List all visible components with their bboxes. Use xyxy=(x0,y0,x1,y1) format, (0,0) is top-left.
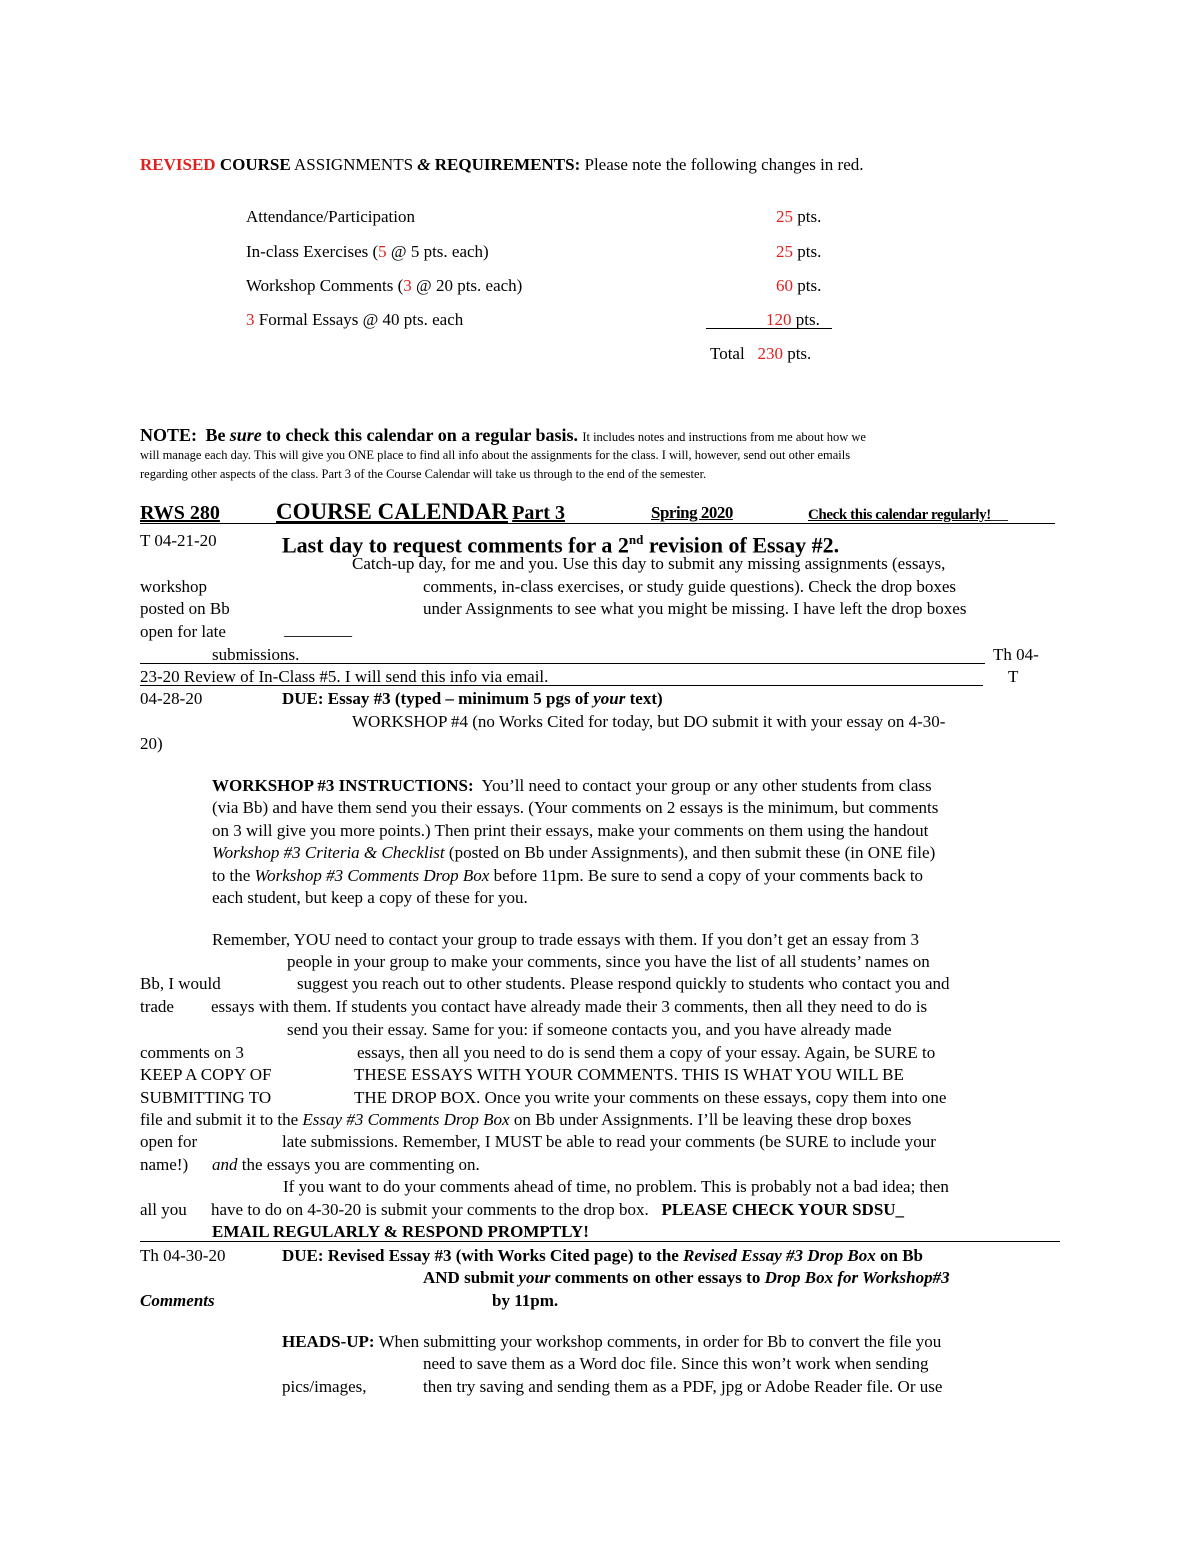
grading-row-essays-pts: 120 pts. xyxy=(766,310,820,329)
due-comments-label: Comments xyxy=(140,1291,215,1310)
row-rule xyxy=(140,685,983,686)
revised-word: REVISED xyxy=(140,155,216,174)
note-line-2: will manage each day. This will give you ONE place to find all info about the assignments for the class. I will, however, send out other emails xyxy=(140,448,851,462)
grading-total: Total 230 pts. xyxy=(710,344,812,363)
remember-text: THE DROP BOX. Once you write your comments on these essays, copy them into one xyxy=(354,1088,947,1107)
due-essay3: DUE: Essay #3 (typed – minimum 5 pgs of your text) xyxy=(282,689,663,708)
entry-date-0430: Th 04-30-20 xyxy=(140,1246,226,1265)
workshop-text: to the Workshop #3 Comments Drop Box before 11pm. Be sure to send a copy of your comments back to xyxy=(212,866,924,885)
heads-up: HEADS-UP: When submitting your workshop comments, in order for Bb to convert the file you xyxy=(282,1332,942,1351)
remember-text: all you xyxy=(140,1200,187,1219)
remember-text: KEEP A COPY OF xyxy=(140,1065,272,1084)
workshop-p1: WORKSHOP #3 INSTRUCTIONS: You’ll need to contact your group or any other students from class xyxy=(212,776,932,795)
entry-date-0421: T 04-21-20 xyxy=(140,531,217,550)
entry-title-0421: Last day to request comments for a 2nd revision of Essay #2. xyxy=(282,532,840,558)
entry-text: T xyxy=(1008,667,1019,686)
grading-row-workshop: Workshop Comments (3 @ 20 pts. each) xyxy=(246,276,523,295)
due-time: by 11pm. xyxy=(492,1291,559,1310)
remember-text: open for xyxy=(140,1132,198,1151)
workshop-text: (via Bb) and have them send you their essays. (Your comments on 2 essays is the minimum, but comments xyxy=(212,798,939,817)
grading-row-attendance-pts: 25 pts. xyxy=(776,207,822,226)
grading-row-exercises-pts: 25 pts. xyxy=(776,242,822,261)
remember-text: people in your group to make your comments, since you have the list of all students’ names on xyxy=(287,952,930,971)
row-rule xyxy=(140,663,985,664)
due-comments: AND submit your comments on other essays to Drop Box for Workshop#3 xyxy=(423,1268,950,1287)
heads-up-text: need to save them as a Word doc file. Since this won’t work when sending xyxy=(423,1354,929,1373)
subtotal-rule xyxy=(706,328,832,329)
remember-text: and the essays you are commenting on. xyxy=(212,1155,480,1174)
calendar-header: RWS 280 xyxy=(140,502,220,524)
remember-text: Remember, YOU need to contact your group to trade essays with them. If you don’t get an essay from 3 xyxy=(212,930,920,949)
workshop-text: Workshop #3 Criteria & Checklist (posted on Bb under Assignments), and then submit these (in ONE file) xyxy=(212,843,936,862)
entry-text: WORKSHOP #4 (no Works Cited for today, but DO submit it with your essay on 4-30- xyxy=(352,712,946,731)
note-line-3: regarding other aspects of the class. Part 3 of the Course Calendar will take us through to the end of the semester. xyxy=(140,467,707,481)
note-line-1: NOTE: Be sure to check this calendar on a regular basis. It includes notes and instructions from me about how we xyxy=(140,425,866,445)
remember-text: essays, then all you need to do is send them a copy of your essay. Again, be SURE to xyxy=(357,1043,936,1062)
remember-text: suggest you reach out to other students. Please respond quickly to students who contact you and xyxy=(297,974,950,993)
heads-up-text: pics/images, xyxy=(282,1377,367,1396)
entry-text: open for late xyxy=(140,622,226,641)
remember-text: Bb, I would xyxy=(140,974,221,993)
due-revised-essay3: DUE: Revised Essay #3 (with Works Cited page) to the Revised Essay #3 Drop Box on Bb xyxy=(282,1246,923,1265)
entry-text: submissions. xyxy=(212,645,300,664)
entry-text: 23-20 Review of In-Class #5. I will send this info via email. xyxy=(140,667,549,686)
remember-text: essays with them. If students you contact have already made their 3 comments, then all they need to do is xyxy=(211,997,928,1016)
calendar-title: COURSE CALENDAR Part 3 xyxy=(276,499,565,524)
remember-text: THESE ESSAYS WITH YOUR COMMENTS. THIS IS WHAT YOU WILL BE xyxy=(354,1065,904,1084)
remember-text: late submissions. Remember, I MUST be able to read your comments (be SURE to include your xyxy=(282,1132,936,1151)
entry-date-0428: 04-28-20 xyxy=(140,689,203,708)
entry-text: under Assignments to see what you might be missing. I have left the drop boxes xyxy=(423,599,967,618)
workshop-text: each student, but keep a copy of these for you. xyxy=(212,888,528,907)
remember-text: have to do on 4-30-20 is submit your comments to the drop box. PLEASE CHECK YOUR SDSU_ xyxy=(211,1200,905,1219)
workshop-text: on 3 will give you more points.) Then print their essays, make your comments on them using the handout xyxy=(212,821,929,840)
email-reminder: EMAIL REGULARLY & RESPOND PROMPTLY! xyxy=(212,1222,589,1241)
heads-up-text: then try saving and sending them as a PDF, jpg or Adobe Reader file. Or use xyxy=(423,1377,943,1396)
calendar-header-rule xyxy=(140,523,1055,524)
remember-text: send you their essay. Same for you: if someone contacts you, and you have already made xyxy=(287,1020,892,1039)
entry-text: posted on Bb xyxy=(140,599,230,618)
grading-row-workshop-pts: 60 pts. xyxy=(776,276,822,295)
entry-text: workshop xyxy=(140,577,208,596)
calendar-check-note: Check this calendar regularly!__ xyxy=(808,504,1008,523)
remember-text: name!) xyxy=(140,1155,189,1174)
grading-row-essays: 3 Formal Essays @ 40 pts. each xyxy=(246,310,464,329)
revised-heading: REVISED COURSE ASSIGNMENTS & REQUIREMENTS: Please note the following changes in red. xyxy=(140,155,864,174)
remember-text: SUBMITTING TO xyxy=(140,1088,272,1107)
grading-row-attendance: Attendance/Participation xyxy=(246,207,415,226)
row-rule xyxy=(140,1241,1060,1242)
entry-text: 20) xyxy=(140,734,163,753)
remember-text: file and submit it to the Essay #3 Comments Drop Box on Bb under Assignments. I’ll be leaving these drop boxes xyxy=(140,1110,912,1129)
entry-text: Catch-up day, for me and you. Use this day to submit any missing assignments (essays, xyxy=(352,554,946,573)
entry-date-0423: Th 04- xyxy=(993,645,1039,664)
remember-text: If you want to do your comments ahead of time, no problem. This is probably not a bad idea; then xyxy=(283,1177,949,1196)
entry-text: comments, in-class exercises, or study guide questions). Check the drop boxes xyxy=(423,577,957,596)
remember-text: comments on 3 xyxy=(140,1043,244,1062)
grading-row-exercises: In-class Exercises (5 @ 5 pts. each) xyxy=(246,242,489,261)
entry-text: ________ xyxy=(284,620,352,639)
remember-text: trade xyxy=(140,997,174,1016)
calendar-term: Spring 2020 xyxy=(651,503,733,522)
